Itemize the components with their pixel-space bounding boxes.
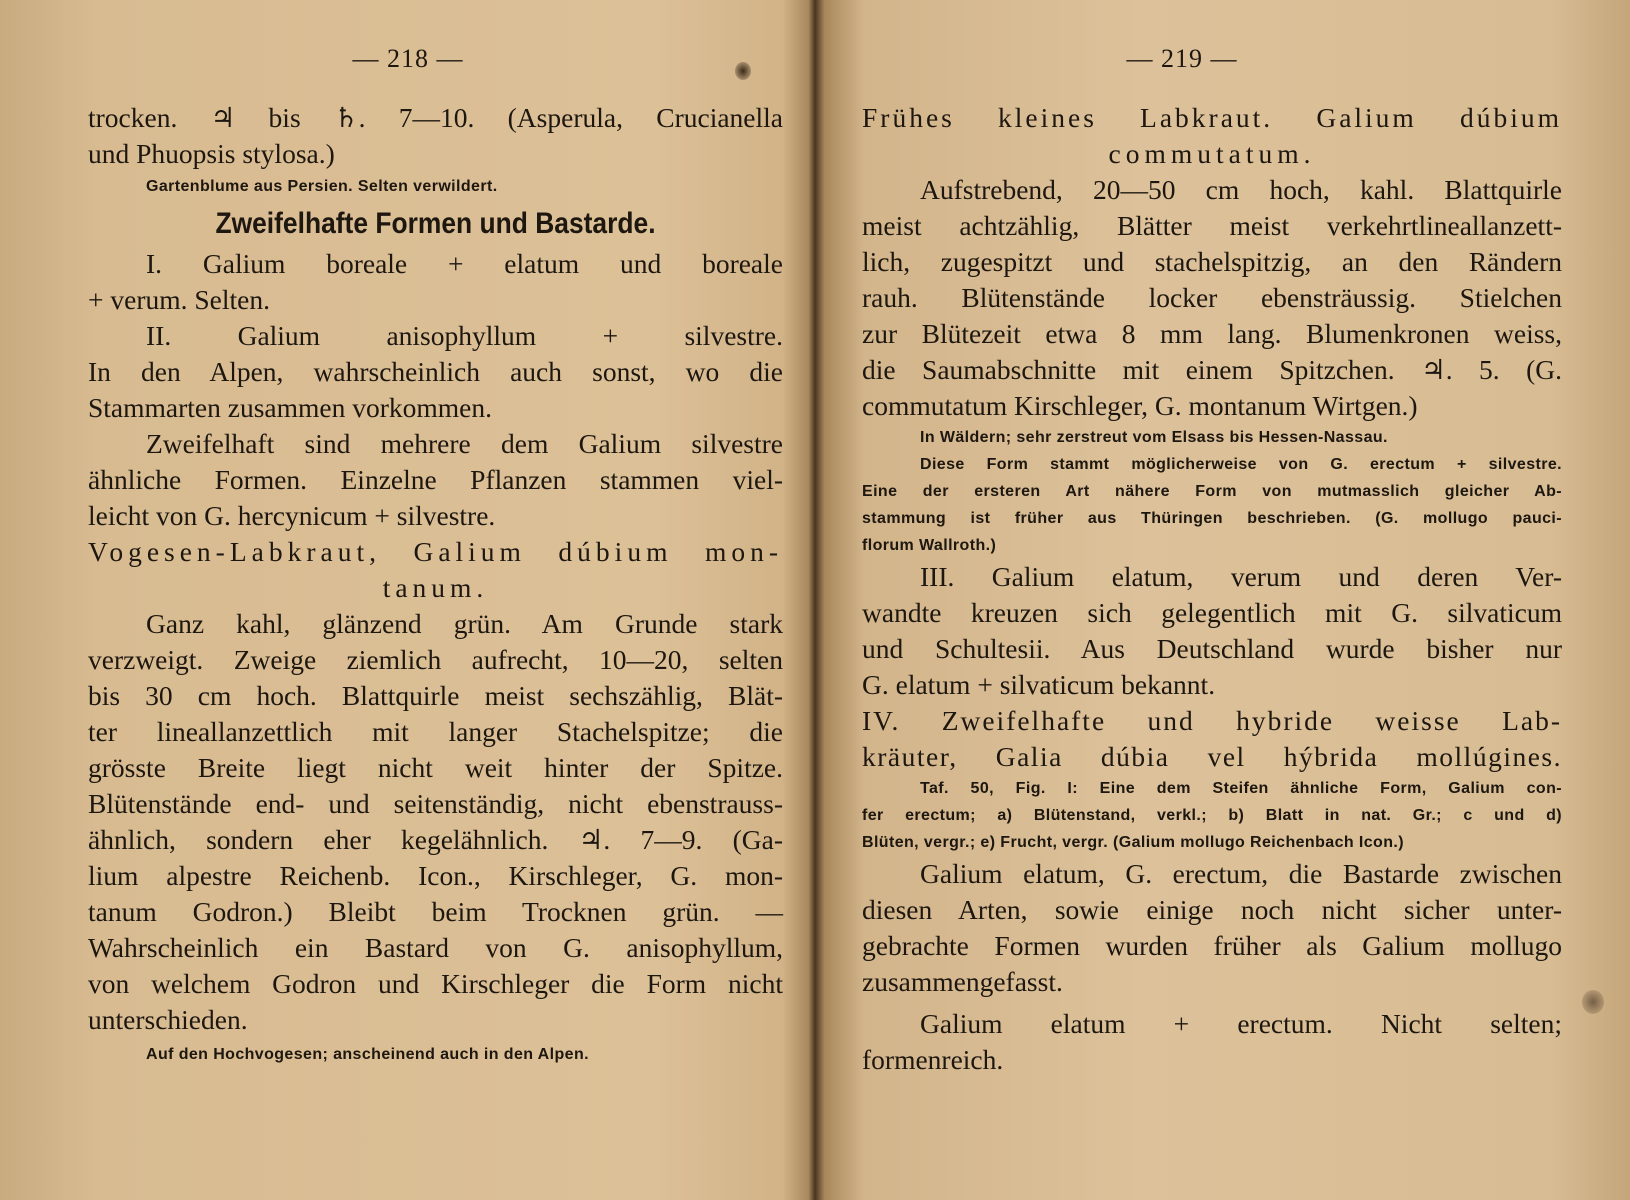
text-line: formenreich. bbox=[862, 1044, 1004, 1075]
species-title: commutatum. bbox=[1108, 138, 1316, 169]
text-line: leicht von G. hercynicum + silvestre. bbox=[88, 500, 496, 531]
footnote: Eine der ersteren Art nähere Form von mutmasslich gleicher Ab- bbox=[862, 483, 1562, 500]
text-line: zur Blütezeit etwa 8 mm lang. Blumenkronen weiss, bbox=[862, 318, 1562, 349]
text-line: wandte kreuzen sich gelegentlich mit G. silvaticum bbox=[862, 597, 1562, 628]
page-body bbox=[862, 100, 1562, 1078]
ink-smudge bbox=[1582, 990, 1604, 1014]
ink-smudge bbox=[735, 62, 751, 80]
text-line: lium alpestre Reichenb. Icon., Kirschleger, G. mon- bbox=[88, 860, 783, 891]
text-line: verzweigt. Zweige ziemlich aufrecht, 10—20, selten bbox=[88, 644, 783, 675]
text-line: lich, zugespitzt und stachelspitzig, an den Rändern bbox=[862, 246, 1562, 277]
text-line: trocken. ♃ bis ♄. 7—10. (Asperula, Crucianella bbox=[88, 102, 783, 133]
figure-caption: fer erectum; a) Blütenstand, verkl.; b) Blatt in nat. Gr.; c und d) bbox=[862, 807, 1562, 824]
text-line: G. elatum + silvaticum bekannt. bbox=[862, 669, 1216, 700]
text-line: Galium elatum, G. erectum, die Bastarde zwischen bbox=[920, 858, 1562, 889]
text-line: commutatum Kirschleger, G. montanum Wirtgen.) bbox=[862, 390, 1418, 421]
left-page bbox=[88, 0, 783, 1200]
text-line: rauh. Blütenstände locker ebensträussig. Stielchen bbox=[862, 282, 1562, 313]
text-line: unterschieden. bbox=[88, 1004, 248, 1035]
text-line: tanum Godron.) Bleibt beim Trocknen grün. — bbox=[88, 896, 783, 927]
page-body bbox=[88, 100, 783, 1072]
footnote: Gartenblume aus Persien. Selten verwildert. bbox=[146, 178, 498, 195]
right-page bbox=[862, 0, 1562, 1200]
text-line: die Saumabschnitte mit einem Spitzchen. ♃. 5. (G. bbox=[862, 354, 1562, 385]
text-line: IV. Zweifelhafte und hybride weisse Lab- bbox=[862, 705, 1562, 736]
text-line: III. Galium elatum, verum und deren Ver- bbox=[920, 561, 1562, 592]
text-line: Wahrscheinlich ein Bastard von G. anisophyllum, bbox=[88, 932, 783, 963]
text-line: zusammengefasst. bbox=[862, 966, 1063, 997]
text-line: Blütenstände end- und seitenständig, nicht ebenstrauss- bbox=[88, 788, 783, 819]
text-line: Stammarten zusammen vorkommen. bbox=[88, 392, 493, 423]
text-line: und Phuopsis stylosa.) bbox=[88, 138, 335, 169]
text-line: meist achtzählig, Blätter meist verkehrtlineallanzett- bbox=[862, 210, 1562, 241]
page-number: — 219 — bbox=[1126, 44, 1238, 73]
text-line: und Schultesii. Aus Deutschland wurde bisher nur bbox=[862, 633, 1562, 664]
figure-caption: Taf. 50, Fig. I: Eine dem Steifen ähnliche Form, Galium con- bbox=[920, 780, 1562, 797]
footnote: stammung ist früher aus Thüringen beschrieben. (G. mollugo pauci- bbox=[862, 510, 1562, 527]
text-line: diesen Arten, sowie einige noch nicht sicher unter- bbox=[862, 894, 1562, 925]
text-line: gebrachte Formen wurden früher als Galium mollugo bbox=[862, 930, 1562, 961]
species-title: Vogesen-Labkraut, Galium dúbium mon- bbox=[88, 536, 783, 567]
text-line: + verum. Selten. bbox=[88, 284, 270, 315]
text-line: ähnlich, sondern eher kegelähnlich. ♃. 7—9. (Ga- bbox=[88, 824, 783, 855]
species-title: tanum. bbox=[382, 572, 489, 603]
section-heading: Zweifelhafte Formen und Bastarde. bbox=[215, 207, 656, 240]
text-line: Galium elatum + erectum. Nicht selten; bbox=[920, 1008, 1562, 1039]
text-line: I. Galium boreale + elatum und boreale bbox=[146, 248, 783, 279]
text-line: Ganz kahl, glänzend grün. Am Grunde stark bbox=[146, 608, 783, 639]
text-line: kräuter, Galia dúbia vel hýbrida mollúgines. bbox=[862, 741, 1562, 772]
text-line: ähnliche Formen. Einzelne Pflanzen stammen viel- bbox=[88, 464, 783, 495]
page-number: — 218 — bbox=[352, 44, 464, 73]
text-line: grösste Breite liegt nicht weit hinter der Spitze. bbox=[88, 752, 783, 783]
text-line: bis 30 cm hoch. Blattquirle meist sechszählig, Blät- bbox=[88, 680, 783, 711]
text-line: In den Alpen, wahrscheinlich auch sonst, wo die bbox=[88, 356, 783, 387]
text-line: Zweifelhaft sind mehrere dem Galium silvestre bbox=[146, 428, 783, 459]
footnote: Diese Form stammt möglicherweise von G. erectum + silvestre. bbox=[920, 456, 1562, 473]
figure-caption: Blüten, vergr.; e) Frucht, vergr. (Galium mollugo Reichenbach Icon.) bbox=[862, 834, 1404, 851]
footnote: florum Wallroth.) bbox=[862, 537, 997, 554]
text-line: Aufstrebend, 20—50 cm hoch, kahl. Blattquirle bbox=[920, 174, 1562, 205]
species-title: Frühes kleines Labkraut. Galium dúbium bbox=[862, 102, 1562, 133]
text-line: II. Galium anisophyllum + silvestre. bbox=[146, 320, 783, 351]
footnote: In Wäldern; sehr zerstreut vom Elsass bis Hessen-Nassau. bbox=[920, 429, 1388, 446]
text-line: ter lineallanzettlich mit langer Stachelspitze; die bbox=[88, 716, 783, 747]
footnote: Auf den Hochvogesen; anscheinend auch in den Alpen. bbox=[146, 1046, 589, 1063]
text-line: von welchem Godron und Kirschleger die Form nicht bbox=[88, 968, 783, 999]
